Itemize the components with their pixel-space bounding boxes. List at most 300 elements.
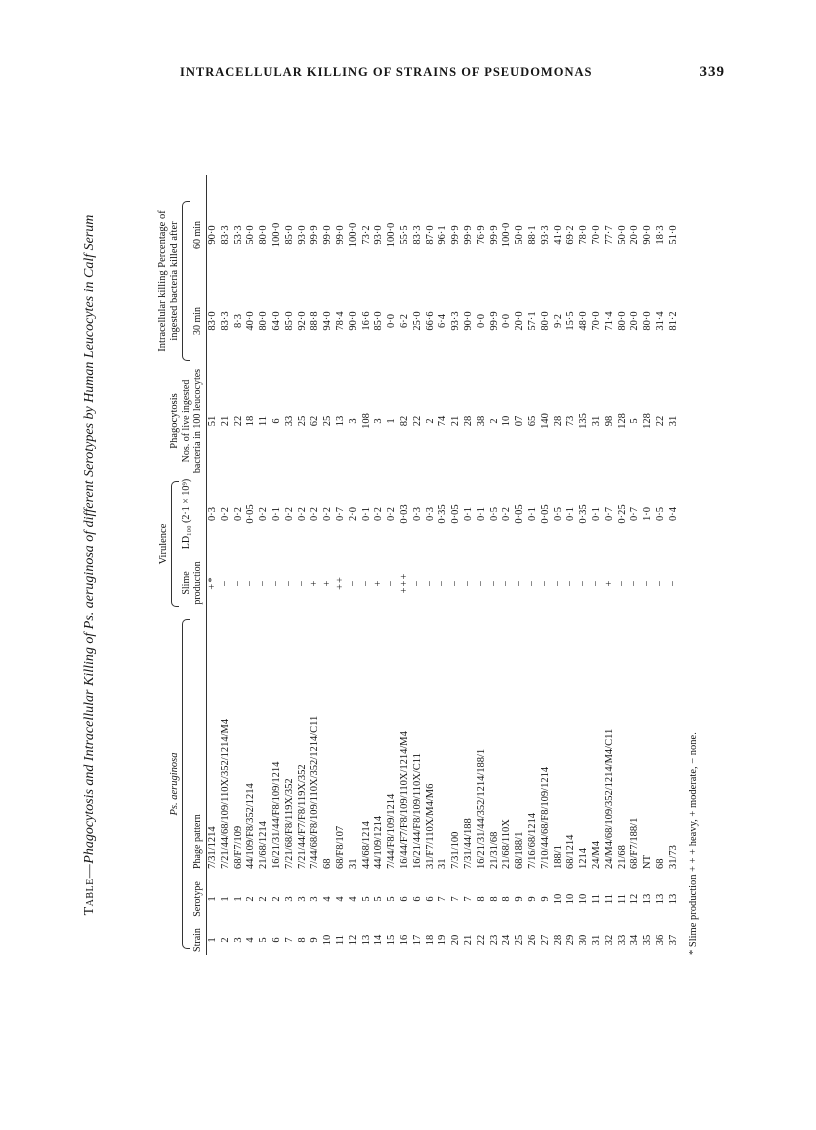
cell-phage: 24/M4 <box>590 840 602 869</box>
cell-ld: 0·2 <box>258 507 270 521</box>
cell-serotype: 4 <box>322 896 334 902</box>
cell-k60: 73·2 <box>360 225 372 245</box>
cell-phago: 25 <box>322 415 334 427</box>
table-row <box>668 175 681 955</box>
group-virulence <box>158 475 206 613</box>
cell-strain: 2 <box>219 937 231 943</box>
cell-k60: 69·2 <box>565 225 577 245</box>
cell-phago: 73 <box>565 415 577 427</box>
cell-k30: 80·0 <box>616 311 628 331</box>
table-row <box>553 175 566 955</box>
cell-serotype: 9 <box>526 896 538 902</box>
cell-serotype: 9 <box>514 896 526 902</box>
cell-k30: 85·0 <box>373 311 385 331</box>
table-row <box>412 175 425 955</box>
table-row <box>450 175 463 955</box>
cell-slime: − <box>283 579 295 587</box>
cell-k60: 70·0 <box>590 225 602 245</box>
running-head <box>180 64 725 81</box>
cell-k30: 90·0 <box>347 311 359 331</box>
cell-phage: NT <box>642 855 654 869</box>
cell-phago: 11 <box>258 415 270 427</box>
cell-serotype: 10 <box>552 893 564 905</box>
table-row <box>604 175 617 955</box>
table-row <box>297 175 310 955</box>
cell-phago: 6 <box>270 418 282 424</box>
cell-serotype: 13 <box>642 893 654 905</box>
cell-phage: 16/44/F7/F8/109/110X/1214/M4 <box>398 731 410 869</box>
cell-phago: 1 <box>386 418 398 424</box>
cell-phage: 68/F7/188/1 <box>629 817 641 869</box>
cell-strain: 30 <box>578 934 590 946</box>
cell-strain: 36 <box>654 934 666 946</box>
cell-strain: 23 <box>488 934 500 946</box>
cell-phage: 44/109/1214 <box>373 815 385 869</box>
cell-ld: 0·1 <box>565 507 577 521</box>
cell-phage: 21/68/110X <box>501 819 513 869</box>
cell-phago: 31 <box>667 415 679 427</box>
cell-k30: 15·5 <box>565 311 577 331</box>
cell-phago: 18 <box>245 415 257 427</box>
cell-slime: + <box>309 579 321 587</box>
table-row <box>220 175 233 955</box>
cell-k30: 71·4 <box>603 311 615 331</box>
cell-phage: 7/31/100 <box>450 831 462 869</box>
cell-serotype: 7 <box>462 896 474 902</box>
cell-k30: 20·0 <box>514 311 526 331</box>
cell-k60: 99·9 <box>462 225 474 245</box>
cell-serotype: 9 <box>539 896 551 902</box>
cell-strain: 16 <box>398 934 410 946</box>
cell-phage: 7/16/68/1214 <box>526 812 538 869</box>
cell-phage: 21/68/1214 <box>258 821 270 869</box>
cell-serotype: 1 <box>232 896 244 902</box>
cell-ld: 0·2 <box>386 507 398 521</box>
cell-ld: 0·1 <box>526 507 538 521</box>
cell-phago: 3 <box>373 418 385 424</box>
cell-phago: 82 <box>398 415 410 427</box>
cell-serotype: 8 <box>488 896 500 902</box>
group-title-ps: Ps. aeruginosa <box>169 752 180 816</box>
cell-k30: 93·3 <box>450 311 462 331</box>
cell-strain: 25 <box>514 934 526 946</box>
cell-serotype: 5 <box>360 896 372 902</box>
table-row <box>629 175 642 955</box>
cell-serotype: 11 <box>616 893 628 905</box>
cell-ld: 0·2 <box>232 507 244 521</box>
cell-phage: 31 <box>437 858 449 869</box>
caption-lead: Table— <box>82 863 97 916</box>
cell-k60: 93·0 <box>373 225 385 245</box>
cell-k60: 50·0 <box>616 225 628 245</box>
cell-k30: 78·4 <box>334 311 346 331</box>
cell-k60: 99·0 <box>334 225 346 245</box>
cell-phage: 7/31/1214 <box>207 826 218 869</box>
cell-k30: 83·0 <box>207 311 218 331</box>
cell-serotype: 10 <box>565 893 577 905</box>
cell-slime: − <box>424 579 436 587</box>
cell-ld: 0·2 <box>296 507 308 521</box>
cell-ld: 1·0 <box>642 507 654 521</box>
table-row <box>514 175 527 955</box>
cell-strain: 27 <box>539 934 551 946</box>
cell-strain: 8 <box>296 937 308 943</box>
cell-k60: 53·3 <box>232 225 244 245</box>
cell-strain: 17 <box>411 934 423 946</box>
cell-k60: 78·0 <box>578 225 590 245</box>
cell-serotype: 12 <box>629 893 641 905</box>
cell-phago: 65 <box>526 415 538 427</box>
cell-ld: 0·7 <box>629 507 641 521</box>
table-row <box>565 175 578 955</box>
cell-slime: − <box>450 579 462 587</box>
cell-k60: 100·0 <box>270 222 282 248</box>
cell-serotype: 8 <box>475 896 487 902</box>
cell-k60: 93·0 <box>296 225 308 245</box>
group-title-killing: Intracellular killing Percentage of ingested bacteria killed after <box>157 210 180 352</box>
cell-phago: 51 <box>207 415 218 427</box>
table-row <box>335 175 348 955</box>
cell-phage: 16/21/31/44/352/1214/188/1 <box>475 748 487 869</box>
cell-slime: − <box>539 579 551 587</box>
table-row <box>348 175 361 955</box>
cell-k30: 6·4 <box>437 314 449 328</box>
cell-phago: 38 <box>475 415 487 427</box>
cell-slime: − <box>386 579 398 587</box>
cell-phago: 13 <box>334 415 346 427</box>
cell-slime: − <box>270 579 282 587</box>
cell-phage: 7/10/44/68/F8/109/1214 <box>539 766 551 869</box>
table-row <box>527 175 540 955</box>
cell-serotype: 11 <box>603 893 615 905</box>
table-row <box>258 175 271 955</box>
cell-k30: 31·4 <box>654 311 666 331</box>
table-row <box>617 175 630 955</box>
cell-strain: 3 <box>232 937 244 943</box>
brace-killing <box>182 201 190 361</box>
cell-ld: 0·5 <box>488 507 500 521</box>
cell-slime: − <box>616 579 628 587</box>
cell-strain: 5 <box>258 937 270 943</box>
cell-phago: 98 <box>603 415 615 427</box>
table-row <box>373 175 386 955</box>
cell-slime: +++ <box>398 572 410 594</box>
cell-strain: 10 <box>322 934 334 946</box>
cell-serotype: 6 <box>398 896 410 902</box>
cell-k60: 51·0 <box>667 225 679 245</box>
cell-slime: − <box>296 579 308 587</box>
cell-k30: 66·6 <box>424 311 436 331</box>
cell-strain: 28 <box>552 934 564 946</box>
cell-k60: 87·0 <box>424 225 436 245</box>
cell-k30: 0·0 <box>501 314 513 328</box>
cell-phago: 108 <box>360 413 372 429</box>
header-phage: Phage pattern <box>192 814 203 869</box>
cell-k60: 50·0 <box>245 225 257 245</box>
table-row <box>642 175 655 955</box>
cell-k30: 64·0 <box>270 311 282 331</box>
cell-ld: 0·2 <box>283 507 295 521</box>
cell-k30: 8·3 <box>232 314 244 328</box>
cell-strain: 32 <box>603 934 615 946</box>
table-row <box>489 175 502 955</box>
cell-ld: 0·1 <box>270 507 282 521</box>
table-row <box>271 175 284 955</box>
table-row <box>322 175 335 955</box>
cell-ld: 0·5 <box>552 507 564 521</box>
cell-serotype: 3 <box>283 896 295 902</box>
cell-strain: 35 <box>642 934 654 946</box>
cell-k30: 85·0 <box>283 311 295 331</box>
cell-ld: 0·4 <box>667 507 679 521</box>
cell-ld: 0·1 <box>590 507 602 521</box>
cell-ld: 0·05 <box>539 504 551 524</box>
cell-k60: 100·0 <box>501 222 513 248</box>
cell-strain: 34 <box>629 934 641 946</box>
cell-ld: 0·1 <box>360 507 372 521</box>
table-row <box>284 175 297 955</box>
cell-serotype: 7 <box>437 896 449 902</box>
cell-slime: + <box>603 579 615 587</box>
cell-ld: 0·3 <box>411 507 423 521</box>
cell-strain: 18 <box>424 934 436 946</box>
cell-slime: − <box>360 579 372 587</box>
cell-phage: 16/21/31/44/F8/109/1214 <box>270 761 282 869</box>
table-row <box>578 175 591 955</box>
cell-slime: − <box>347 579 359 587</box>
cell-strain: 33 <box>616 934 628 946</box>
cell-k60: 83·3 <box>411 225 423 245</box>
cell-slime: − <box>245 579 257 587</box>
table-caption <box>82 175 122 955</box>
running-head-title: INTRACELLULAR KILLING OF STRAINS OF PSEUDOMONAS <box>180 65 593 79</box>
cell-serotype: 2 <box>245 896 257 902</box>
group-phagocytosis <box>169 367 206 475</box>
cell-phage: 44/109/F8/352/1214 <box>245 783 257 869</box>
cell-phage: 7/21/44/68/109/110X/352/1214/M4 <box>219 718 231 869</box>
cell-phago: 5 <box>629 418 641 424</box>
cell-strain: 9 <box>309 937 321 943</box>
cell-k60: 96·1 <box>437 225 449 245</box>
table-row <box>386 175 399 955</box>
cell-serotype: 4 <box>334 896 346 902</box>
cell-k30: 6·2 <box>398 314 410 328</box>
cell-k30: 83·3 <box>219 311 231 331</box>
cell-ld: 0·7 <box>334 507 346 521</box>
cell-k30: 57·1 <box>526 311 538 331</box>
header-k60: 60 min <box>192 220 203 250</box>
brace-virulence <box>171 481 179 607</box>
table-row <box>655 175 668 955</box>
cell-slime: − <box>437 579 449 587</box>
cell-phago: 22 <box>654 415 666 427</box>
cell-serotype: 2 <box>258 896 270 902</box>
cell-ld: 0·03 <box>398 504 410 524</box>
group-ps <box>169 613 206 955</box>
cell-phago: 07 <box>514 415 526 427</box>
cell-strain: 37 <box>667 934 679 946</box>
cell-phage: 21/68 <box>616 845 628 869</box>
cell-k60: 99·9 <box>309 225 321 245</box>
cell-strain: 4 <box>245 937 257 943</box>
cell-ld: 0·05 <box>514 504 526 524</box>
cell-k30: 48·0 <box>578 311 590 331</box>
cell-serotype: 8 <box>501 896 513 902</box>
cell-phage: 68/1214 <box>565 834 577 869</box>
cell-ld: 0·05 <box>450 504 462 524</box>
cell-k60: 99·9 <box>488 225 500 245</box>
cell-slime: − <box>629 579 641 587</box>
cell-k60: 90·0 <box>642 225 654 245</box>
cell-phage: 1214 <box>578 848 590 869</box>
cell-serotype: 11 <box>590 893 602 905</box>
table-row <box>540 175 553 955</box>
cell-strain: 12 <box>347 934 359 946</box>
cell-k30: 92·0 <box>296 311 308 331</box>
cell-phago: 2 <box>488 418 500 424</box>
cell-phage: 68/F8/107 <box>334 825 346 869</box>
cell-ld: 0·2 <box>501 507 513 521</box>
cell-k60: 90·0 <box>207 225 218 245</box>
cell-k60: 55·5 <box>398 225 410 245</box>
table-header <box>128 175 207 955</box>
cell-phage: 31 <box>347 858 359 869</box>
cell-k60: 50·0 <box>514 225 526 245</box>
cell-k30: 20·0 <box>629 311 641 331</box>
footnote: * Slime production + + + heavy, + moderate, − none. <box>688 732 700 955</box>
cell-phage: 68/F7/109 <box>232 825 244 869</box>
cell-k60: 20·0 <box>629 225 641 245</box>
cell-k60: 83·3 <box>219 225 231 245</box>
cell-k30: 16·6 <box>360 311 372 331</box>
cell-k60: 77·7 <box>603 225 615 245</box>
cell-strain: 20 <box>450 934 462 946</box>
cell-slime: − <box>578 579 590 587</box>
cell-slime: − <box>232 579 244 587</box>
cell-phago: 74 <box>437 415 449 427</box>
cell-phago: 135 <box>578 413 590 429</box>
cell-k30: 80·0 <box>539 311 551 331</box>
table-row <box>399 175 412 955</box>
table-row <box>591 175 604 955</box>
cell-strain: 14 <box>373 934 385 946</box>
cell-phage: 68 <box>322 858 334 869</box>
cell-k30: 70·0 <box>590 311 602 331</box>
cell-ld: 0·5 <box>654 507 666 521</box>
cell-phago: 28 <box>552 415 564 427</box>
cell-phago: 21 <box>450 415 462 427</box>
cell-k30: 0·0 <box>386 314 398 328</box>
cell-strain: 21 <box>462 934 474 946</box>
cell-strain: 13 <box>360 934 372 946</box>
cell-slime: − <box>462 579 474 587</box>
cell-phago: 22 <box>232 415 244 427</box>
cell-phage: 31/F7/110X/M4/M6 <box>424 783 436 869</box>
cell-slime: − <box>219 579 231 587</box>
cell-serotype: 2 <box>270 896 282 902</box>
cell-k30: 88·8 <box>309 311 321 331</box>
cell-slime: − <box>475 579 487 587</box>
cell-slime: − <box>526 579 538 587</box>
cell-ld: 2·0 <box>347 507 359 521</box>
cell-serotype: 1 <box>207 896 218 902</box>
cell-serotype: 5 <box>373 896 385 902</box>
cell-k30: 80·0 <box>642 311 654 331</box>
cell-phage: 21/31/68 <box>488 831 500 869</box>
cell-phage: 44/68/1214 <box>360 821 372 869</box>
cell-ld: 0·25 <box>616 504 628 524</box>
table-row <box>437 175 450 955</box>
cell-strain: 29 <box>565 934 577 946</box>
cell-phage: 68 <box>654 858 666 869</box>
cell-slime: − <box>654 579 666 587</box>
group-killing <box>157 195 206 367</box>
group-title-virulence: Virulence <box>158 523 169 565</box>
cell-ld: 0·1 <box>462 507 474 521</box>
cell-serotype: 6 <box>424 896 436 902</box>
table-row <box>425 175 438 955</box>
cell-phage: 7/21/44/F7/F8/119X/352 <box>296 764 308 869</box>
table-row <box>501 175 514 955</box>
cell-serotype: 13 <box>667 893 679 905</box>
cell-phage: 31/73 <box>667 845 679 869</box>
cell-ld: 0·2 <box>309 507 321 521</box>
cell-slime: − <box>667 579 679 587</box>
cell-phago: 62 <box>309 415 321 427</box>
cell-k30: 90·0 <box>462 311 474 331</box>
cell-phago: 3 <box>347 418 359 424</box>
cell-k60: 41·0 <box>552 225 564 245</box>
cell-serotype: 10 <box>578 893 590 905</box>
cell-phage: 68/188/1 <box>514 831 526 869</box>
header-strain: Strain <box>192 928 203 952</box>
cell-k60: 18·3 <box>654 225 666 245</box>
cell-k30: 99·9 <box>488 311 500 331</box>
cell-serotype: 3 <box>309 896 321 902</box>
cell-phage: 16/21/44/F8/109/110X/C11 <box>411 753 423 869</box>
cell-k60: 88·1 <box>526 225 538 245</box>
cell-k60: 100·0 <box>347 222 359 248</box>
group-title-phagocytosis: Phagocytosis <box>169 393 180 449</box>
cell-phago: 22 <box>411 415 423 427</box>
brace-ps <box>182 619 190 949</box>
cell-strain: 24 <box>501 934 513 946</box>
cell-k60: 76·9 <box>475 225 487 245</box>
cell-slime: − <box>565 579 577 587</box>
header-k30: 30 min <box>192 306 203 336</box>
cell-ld: 0·2 <box>322 507 334 521</box>
cell-serotype: 4 <box>347 896 359 902</box>
cell-phage: 7/21/68/F8/119X/352 <box>283 778 295 869</box>
header-phago: Nos. of live ingested bacteria in 100 leucocytes <box>181 368 203 474</box>
cell-k60: 93·3 <box>539 225 551 245</box>
table-row <box>233 175 246 955</box>
cell-slime: − <box>590 579 602 587</box>
cell-k30: 94·0 <box>322 311 334 331</box>
cell-phage: 7/44/68/F8/109/110X/352/1214/C11 <box>309 715 321 869</box>
cell-phage: 7/31/44/188 <box>462 818 474 869</box>
cell-slime: − <box>411 579 423 587</box>
cell-serotype: 1 <box>219 896 231 902</box>
cell-strain: 6 <box>270 937 282 943</box>
table-row <box>476 175 489 955</box>
cell-k60: 100·0 <box>386 222 398 248</box>
cell-slime: +* <box>207 576 218 590</box>
table-row <box>245 175 258 955</box>
cell-phago: 25 <box>296 415 308 427</box>
cell-k60: 80·0 <box>258 225 270 245</box>
header-serotype: Serotype <box>192 881 203 917</box>
